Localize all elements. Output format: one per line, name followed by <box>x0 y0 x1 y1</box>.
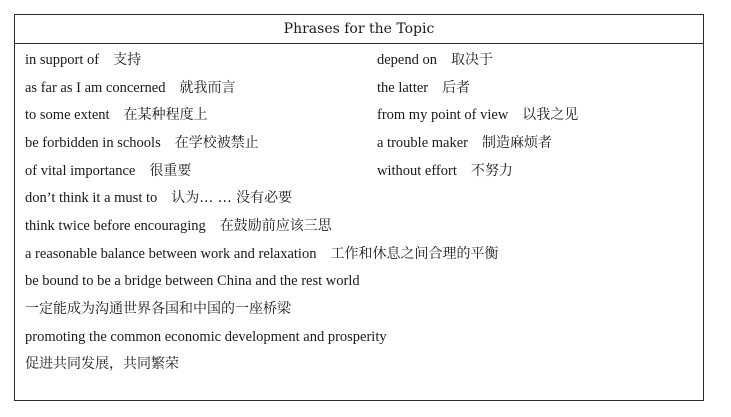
phrase-row <box>25 298 693 320</box>
phrase-english: as far as I am concerned <box>25 80 166 96</box>
phrase-right-column <box>377 104 578 126</box>
phrase-row <box>25 132 693 154</box>
phrase-chinese: 支持 <box>113 52 142 68</box>
phrase-chinese: 在某种程度上 <box>123 107 208 123</box>
phrase-right-column <box>377 49 493 71</box>
phrase-row <box>25 104 693 126</box>
phrase-english: think twice before encouraging <box>25 218 206 234</box>
phrase-row <box>25 187 693 209</box>
phrase-english: from my point of view <box>377 107 509 123</box>
phrase-right-column <box>377 160 513 182</box>
phrases-box <box>14 14 704 401</box>
phrase-right-column <box>377 77 470 99</box>
phrase-row <box>25 326 693 348</box>
phrase-english: promoting the common economic development and prosperity <box>25 329 387 345</box>
phrase-english: don’t think it a must to <box>25 190 158 206</box>
phrase-english: a trouble maker <box>377 135 468 151</box>
box-title: Phrases for the Topic <box>15 15 703 44</box>
phrase-chinese: 取决于 <box>451 52 493 68</box>
phrase-english: of vital importance <box>25 163 136 179</box>
phrase-chinese: 不努力 <box>470 163 513 179</box>
phrase-chinese: 在学校被禁止 <box>174 135 259 151</box>
phrase-row <box>25 160 693 182</box>
phrase-english: be bound to be a bridge between China and the rest world <box>25 273 360 289</box>
phrase-right-column <box>377 132 552 154</box>
phrase-chinese: 认为… … 没有必要 <box>171 190 293 206</box>
phrase-english: depend on <box>377 52 437 68</box>
phrase-english: to some extent <box>25 107 110 123</box>
phrase-row <box>25 243 693 265</box>
phrase-english: a reasonable balance between work and relaxation <box>25 246 317 262</box>
phrase-chinese: 制造麻烦者 <box>482 135 552 151</box>
phrase-row <box>25 77 693 99</box>
phrase-row <box>25 270 693 292</box>
phrase-chinese: 促进共同发展，共同繁荣 <box>25 356 179 372</box>
phrase-chinese: 很重要 <box>149 163 192 179</box>
phrase-english: be forbidden in schools <box>25 135 161 151</box>
phrase-chinese: 一定能成为沟通世界各国和中国的一座桥梁 <box>25 301 291 317</box>
phrase-english: the latter <box>377 80 429 96</box>
phrase-chinese: 就我而言 <box>179 80 236 96</box>
phrase-chinese: 工作和休息之间合理的平衡 <box>330 246 499 262</box>
phrase-english: in support of <box>25 52 100 68</box>
phrase-english: without effort <box>377 163 457 179</box>
phrase-row <box>25 215 693 237</box>
phrase-chinese: 在鼓励前应该三思 <box>219 218 332 234</box>
phrase-row <box>25 49 693 71</box>
phrase-row <box>25 353 693 375</box>
phrase-chinese: 后者 <box>442 80 471 96</box>
phrase-chinese: 以我之见 <box>522 107 579 123</box>
